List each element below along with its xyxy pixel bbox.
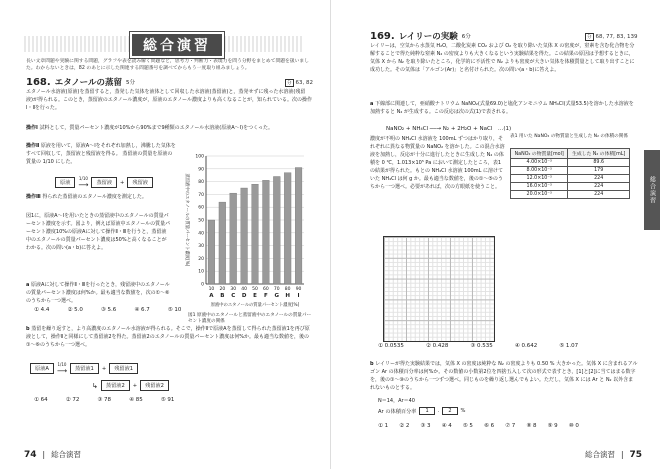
operation-3 [26,193,176,201]
table-cell: 224 [568,183,630,191]
category-label: C [231,293,236,299]
category-label: D [241,293,247,299]
y-tick-label: 10 [198,269,204,275]
choice-6[interactable]: ⑥ 6 [483,423,495,429]
y-tick-label: 0 [201,282,204,288]
answer-label: Ar の体積百分率 [378,408,417,415]
arrow-icon: ⟶ [78,181,89,189]
bar-E [252,184,259,284]
flow-distillate-1: 蒸留液1 [70,363,99,374]
reaction-equation: NaNO₂ + NH₄Cl ──→ N₂ + 2H₂O + NaCl …(1) [386,126,512,132]
y-tick-label: 30 [198,244,204,250]
choice-7[interactable]: ⑦ 7 [505,423,516,429]
flow-residue: 残留液 [127,177,153,188]
q168-paragraph-2: 図1に，原液A〜Iを用いたときの蒸留液中のエタノールの質量パーセント濃度を示す。図より，例えば原液中エタノールの質量パーセント濃度10%の原液Aに対して操作Ⅱ・Ⅲを行うと，蒸留液中のエタノールの質量パーセント濃度は50%と高くなることがわかる。次の問い(a・b)に答えよ。 [26,213,171,251]
bar-H [284,173,291,284]
question-level: 5分 [126,80,136,86]
question-168-header [26,76,135,88]
qb-flow-2: ↳ 蒸留液2 + 残留液2 [92,380,169,391]
qa-text: 下線部に関連して，亜硝酸ナトリウム NaNO₂(式量69.0)と塩化アンモニウム NH₄Cl(式量53.5)を溶かした水溶液を加熱すると N₂ が生成する。この反応は次の式(1)で表される。 [370,101,634,115]
question-title: レイリーの実験 [398,32,458,42]
x-tick-label: 50 [252,287,258,292]
arrow-down-icon: ↳ [92,381,98,390]
choice-3[interactable]: ③ 5.6 [100,307,117,313]
flow-fraction: 1/10 [57,362,67,367]
category-label: I [297,293,300,299]
question-b [26,325,312,349]
choice-4[interactable]: ④ 4 [441,423,452,429]
table-cell: 8.00×10⁻³ [511,167,568,175]
category-label: F [264,293,268,299]
answer-format: Ar の体積百分率 1 . 2 % [378,408,466,415]
category-label: A [209,293,214,299]
category-label: B [220,293,225,299]
table-cell: 179 [568,167,630,175]
table-cell: 4.00×10⁻³ [511,159,568,167]
ref-numbers: 68, 77, 83, 139 [595,34,638,40]
figure-1-caption: 図1 原液中のエタノールと蒸留液中のエタノールの質量パーセント濃度の関係 [188,313,312,324]
answer-box-2[interactable]: 2 [442,407,457,415]
y-tick-label: 100 [195,154,204,160]
table-row [511,183,630,191]
flow-distillate-2: 蒸留液2 [101,380,130,391]
question-169-header [370,30,471,42]
qb-text: 蒸留を繰り返すと，より高濃度のエタノール水溶液が得られる。そこで，操作Ⅱで原液Aを蒸留して得られた蒸留液1を再び原液として，操作Ⅱと同様にして蒸留液2を得た。蒸留液2のエタノールの質量パーセント濃度は何%か。最も適当な数値を，後の①〜⑥のうちから一つ選べ。 [26,326,310,348]
atomic-masses: N＝14，Ar＝40 [378,398,415,404]
table-cell: 224 [568,175,630,183]
x-tick-label: 30 [230,287,237,292]
table-1 [510,148,630,199]
choice-3[interactable]: ③ 0.535 [470,343,493,349]
choice-2[interactable]: ② 2 [399,423,410,429]
q169-qa-choices [378,343,578,349]
flow-source-a: 原液A [30,363,54,374]
qa-label: a [26,282,30,288]
answer-box-1[interactable]: 1 [419,407,434,415]
y-tick-label: 80 [198,180,204,186]
qb-label: b [370,361,374,367]
choice-1[interactable]: ① 64 [34,397,48,403]
qa-label: a [370,101,374,107]
table-cell: 89.6 [568,159,630,167]
op1-text: 試料として，質量パーセント濃度が10%から90%まで9種類のエタノール水溶液(原液A〜I)をつくった。 [39,125,273,131]
category-label: H [285,293,290,299]
op2-label: 操作Ⅱ [26,143,40,149]
choice-4[interactable]: ④ 0.642 [514,343,538,349]
y-axis-label: 蒸留液中のエタノールの質量パーセント濃度[%] [184,173,189,267]
intro-text: 長い文章問題や実験に関する問題，グラフや表を読み解く問題など，思考力・判断力・表現力を問う分野をまとめて問題を扱いました。わからないときは，82 のあとに示した関連する問題番号を調べてからもう一度取り組みましょう。 [26,59,310,71]
choice-4[interactable]: ④ 6.7 [134,307,150,313]
flow-residue-1: 残留液1 [109,363,138,374]
choice-1[interactable]: ① 0.0535 [378,343,404,349]
x-tick-label: 40 [241,287,247,292]
x-tick-label: 80 [284,287,291,292]
left-footer: 74 | 総合演習 [24,449,82,460]
footer-section: 総合演習 [585,450,615,459]
choice-9[interactable]: ⑨ 9 [547,423,558,429]
y-tick-label: 90 [198,167,204,173]
choice-1[interactable]: ① 4.4 [34,307,50,313]
question-number: 168. [26,76,51,88]
choice-3[interactable]: ③ 3 [420,423,431,429]
qa-choices [34,307,181,313]
table-cell: 224 [568,191,630,199]
operation-1 [26,124,312,132]
choice-5[interactable]: ⑤ 10 [167,307,182,313]
qb-label: b [26,326,30,332]
qa-text: 原液Aに対して操作Ⅱ・Ⅲを行ったとき，残留液中のエタノールの質量パーセント濃度は何%か。最も適当な数値を，次の①〜⑥のうちから一つ選べ。 [26,282,170,304]
bar-F [263,180,270,284]
choice-5[interactable]: ⑤ 91 [160,397,175,403]
bar-D [241,188,248,284]
graph-paper [383,236,495,342]
table-1-caption: 表1 用いた NaNO₂ の物質量と生成した N₂ の体積の関係 [510,134,628,139]
table-row [511,159,630,167]
choice-10[interactable]: ⑩ 0 [568,423,579,429]
choice-4[interactable]: ④ 85 [129,397,143,403]
table-header: 生成した N₂ の体積[mL] [568,149,630,159]
bar-B [219,202,226,284]
bar-C [230,193,237,284]
answer-unit: % [460,408,466,414]
qb-flow: 原液A 1/10 ⟶ 蒸留液1 + 残留液1 [30,362,138,375]
question-a [26,281,171,305]
category-label: G [274,293,280,299]
choice-1[interactable]: ① 1 [378,423,389,429]
ref-badge: 分 [287,81,292,86]
x-tick-label: 10 [208,287,215,292]
bar-I [295,168,302,284]
y-tick-label: 50 [198,218,204,224]
footer-section: 総合演習 [51,450,82,459]
bar-G [273,176,280,284]
bar-A [208,220,215,284]
op2-text: 原液を用いて，原液A〜Iをそれぞれ加熱し，沸騰した気体をすべて回収して，蒸留液と残留液を得る。 [26,143,176,157]
choice-2[interactable]: ② 5.0 [67,307,83,313]
side-tab: 総合演習 [644,150,660,230]
table-row [511,175,630,183]
choice-2[interactable]: ② 72 [65,397,80,403]
table-row [511,167,630,175]
ref-badge: 分 [587,35,592,40]
question-number: 169. [370,30,395,42]
qb-text: レイリーが得た実験結果では，気体 X の密度は純粋な N₂ の密度よりも 0.50 % 大きかった。気体 X に含まれるアルゴン Ar の体積百分率は何%か。その数値の小数第2位を四捨五入して次の形式で表すとき，[1]と[2]に当てはまる数字を，後の①〜⑩のうちから一つずつ選べ。同じものを繰り返し選んでもよい。ただし，気体 X には Ar と N₂ 以外含まれないものとする。 [370,361,638,391]
flow-fraction-1: 1/10 [78,176,88,181]
y-tick-label: 70 [198,192,204,198]
q169-qb-choices [378,423,579,429]
right-footer: 総合演習 | 75 [585,449,643,460]
q169-paragraph-1: レイリーは，空気から水蒸気 H₂O，二酸化炭素 CO₂ および O₂ を取り除いた気体 X の密度が，窒素を含む化合物を分解することで得た純粋な窒素 N₂ の密度よりも大きくなるという実験結果を得た。この結果の原因は予想するときに，気体 X から N₂ を取り除いたところ，化学的に不活性で N₂ よりも密度が大きい気体を体積質量として取り出すことに成功した。その気体は「アルゴン(Ar)」と名付けられた。次の問い(a・b)に答えよ。 [370,43,635,73]
question-ref [285,79,313,87]
qb-choices [34,397,174,403]
flow-distillate: 蒸留液 [91,177,117,188]
table-header-row [511,149,630,159]
ref-numbers: 63, 82 [295,80,313,86]
q169-qa-text-2: 濃度が不明の NH₄Cl 水溶液を 100mL ずつはかり取り，それぞれに異なる物質量の NaNO₂ を溶かした。この混合水溶液を加熱し，反応が十分に進行したときに生成した N₂ の体積を 0 ℃，1.013×10⁵ Pa において測定したところ，表1の結果が得られた。もとの NH₄Cl 水溶液 100mL に溶けていた NH₄Cl は何 g か。最も適当な数値を，後の①〜⑤のうちから一つ選べ。必要があれば，次の方眼紙を使うこと。 [370,136,505,190]
x-tick-label: 90 [295,287,302,292]
y-tick-label: 40 [198,231,204,237]
q169-question-b [370,360,638,392]
flow-residue-2: 残留液2 [140,380,169,391]
bar-chart [172,150,312,310]
page-number: 75 [629,449,643,460]
operation-2 [26,142,176,166]
page-number: 74 [24,449,37,460]
table-cell: 12.0×10⁻³ [511,175,568,183]
y-tick-label: 60 [198,205,204,211]
section-title: 総合演習 [130,32,224,58]
y-tick-label: 20 [198,256,204,262]
arrow-icon: ⟶ [56,367,67,375]
table-row [511,191,630,199]
op1-label: 操作Ⅰ [26,125,38,131]
x-tick-label: 70 [273,287,280,292]
table-header: NaNO₂ の物質量[mol] [511,149,568,159]
x-tick-label: 20 [219,287,226,292]
figure-1-chart [172,150,312,310]
question-ref [585,33,637,41]
choice-8[interactable]: ⑧ 8 [526,423,537,429]
choice-5[interactable]: ⑤ 1.07 [559,343,579,349]
q169-question-a [370,100,638,116]
q168-paragraph-1: エタノール水溶液(原液)を蒸留すると，蒸発した気体を液体として回収した水溶液(蒸留液)と，蒸発せずに残った水溶液(残留液)が得られる。このとき，蒸留液のエタノール濃度が，原液のエタノール濃度よりも高くなることが，知られている。次の操作Ⅰ・Ⅱを行った。 [26,89,312,111]
flow-source: 原液 [55,177,75,188]
question-title: エタノールの蒸留 [54,78,123,88]
op2-text-b: 蒸留液の質量を原液の質量の 1/10 にした。 [26,151,173,165]
op3-text: 得られた蒸留液のエタノール濃度を測定した。 [42,194,147,200]
table-cell: 16.0×10⁻³ [511,183,568,191]
op2-flow: 原液 1/10 ⟶ 蒸留液 + 残留液 [55,176,153,189]
choice-5[interactable]: ⑤ 5 [462,423,473,429]
category-label: E [253,293,257,299]
op3-label: 操作Ⅲ [26,194,41,200]
x-axis-label: 原液中のエタノールの質量パーセント濃度[%] [210,303,300,308]
x-tick-label: 60 [263,287,269,292]
choice-2[interactable]: ② 0.428 [425,343,449,349]
question-level: 6分 [461,34,471,40]
choice-3[interactable]: ③ 78 [97,397,112,403]
table-cell: 20.0×10⁻³ [511,191,568,199]
